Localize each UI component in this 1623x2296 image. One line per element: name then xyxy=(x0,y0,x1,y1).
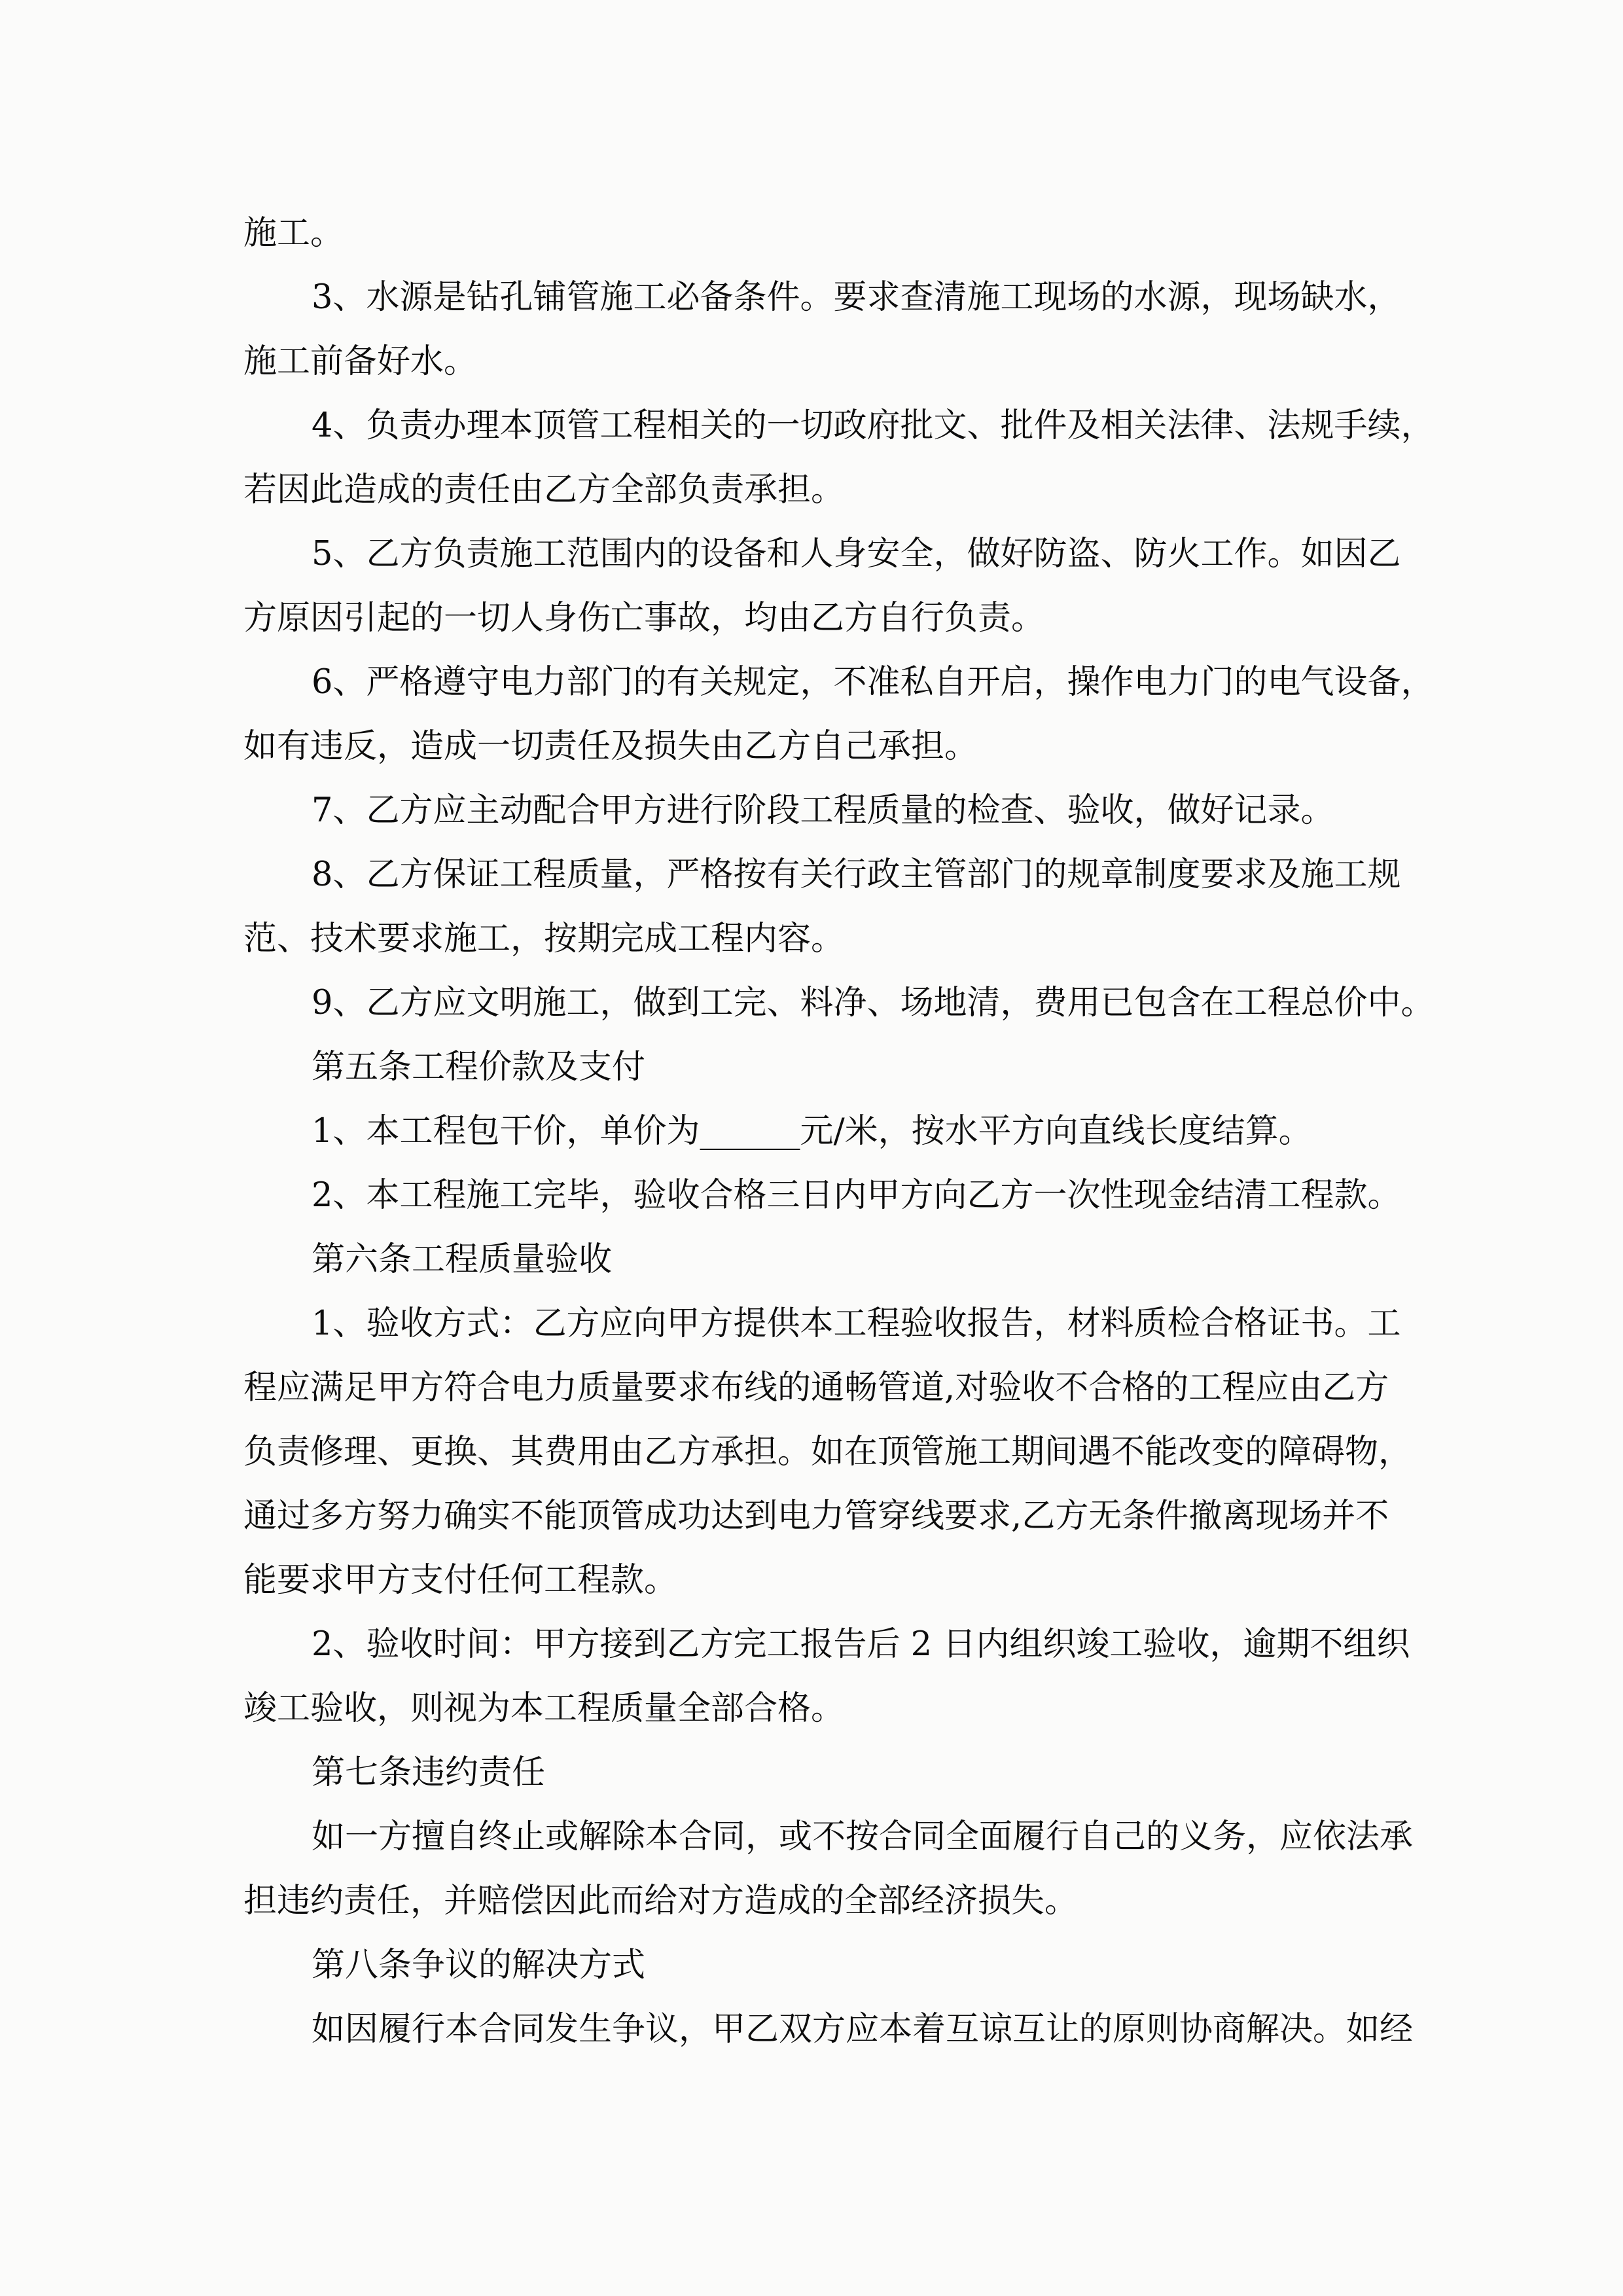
text-line: 范、技术要求施工，按期完成工程内容。 xyxy=(243,920,845,958)
text-line: 第五条工程价款及支付 xyxy=(312,1048,646,1086)
contract-body xyxy=(243,202,1435,2062)
text-line: 第八条争议的解决方式 xyxy=(312,1946,646,1984)
text-line: 担违约责任，并赔偿因此而给对方造成的全部经济损失。 xyxy=(243,1882,1079,1920)
text-line: 若因此造成的责任由乙方全部负责承担。 xyxy=(243,471,845,509)
text-line: 通过多方努力确实不能顶管成功达到电力管穿线要求,乙方无条件撤离现场并不 xyxy=(243,1497,1389,1535)
text-line: 3、水源是钻孔铺管施工必备条件。要求查清施工现场的水源，现场缺水， xyxy=(312,278,1401,317)
text-line: 5、乙方负责施工范围内的设备和人身安全，做好防盗、防火工作。如因乙 xyxy=(312,535,1401,573)
text-line: 施工。 xyxy=(243,214,344,253)
text-line: 6、严格遵守电力部门的有关规定，不准私自开启，操作电力门的电气设备， xyxy=(312,663,1435,702)
text-line: 方原因引起的一切人身伤亡事故，均由乙方自行负责。 xyxy=(243,599,1045,637)
text-line: 负责修理、更换、其费用由乙方承担。如在顶管施工期间遇不能改变的障碍物， xyxy=(243,1433,1412,1471)
text-line: 4、负责办理本顶管工程相关的一切政府批文、批件及相关法律、法规手续， xyxy=(312,406,1435,445)
text-line: 程应满足甲方符合电力质量要求布线的通畅管道,对验收不合格的工程应由乙方 xyxy=(243,1369,1389,1407)
text-line: 第六条工程质量验收 xyxy=(312,1240,613,1279)
text-line: 如一方擅自终止或解除本合同，或不按合同全面履行自己的义务，应依法承 xyxy=(312,1818,1414,1856)
text-line: 第七条违约责任 xyxy=(312,1753,546,1792)
text-line: 竣工验收，则视为本工程质量全部合格。 xyxy=(243,1689,845,1728)
text-line: 2、验收时间：甲方接到乙方完工报告后 2 日内组织竣工验收，逾期不组织 xyxy=(312,1625,1410,1664)
text-line: 如有违反，造成一切责任及损失由乙方自己承担。 xyxy=(243,727,978,766)
text-line: 8、乙方保证工程质量，严格按有关行政主管部门的规章制度要求及施工规 xyxy=(312,855,1401,894)
text-line: 7、乙方应主动配合甲方进行阶段工程质量的检查、验收，做好记录。 xyxy=(312,791,1334,830)
text-line: 1、本工程包干价，单价为______元/米，按水平方向直线长度结算。 xyxy=(312,1112,1312,1151)
text-line: 9、乙方应文明施工，做到工完、料净、场地清，费用已包含在工程总价中。 xyxy=(312,984,1435,1022)
text-line: 2、本工程施工完毕，验收合格三日内甲方向乙方一次性现金结清工程款。 xyxy=(312,1176,1401,1215)
text-line: 施工前备好水。 xyxy=(243,342,478,381)
text-line: 1、验收方式：乙方应向甲方提供本工程验收报告，材料质检合格证书。工 xyxy=(312,1304,1401,1343)
text-line: 能要求甲方支付任何工程款。 xyxy=(243,1561,678,1600)
text-line: 如因履行本合同发生争议，甲乙双方应本着互谅互让的原则协商解决。如经 xyxy=(312,2010,1414,2049)
